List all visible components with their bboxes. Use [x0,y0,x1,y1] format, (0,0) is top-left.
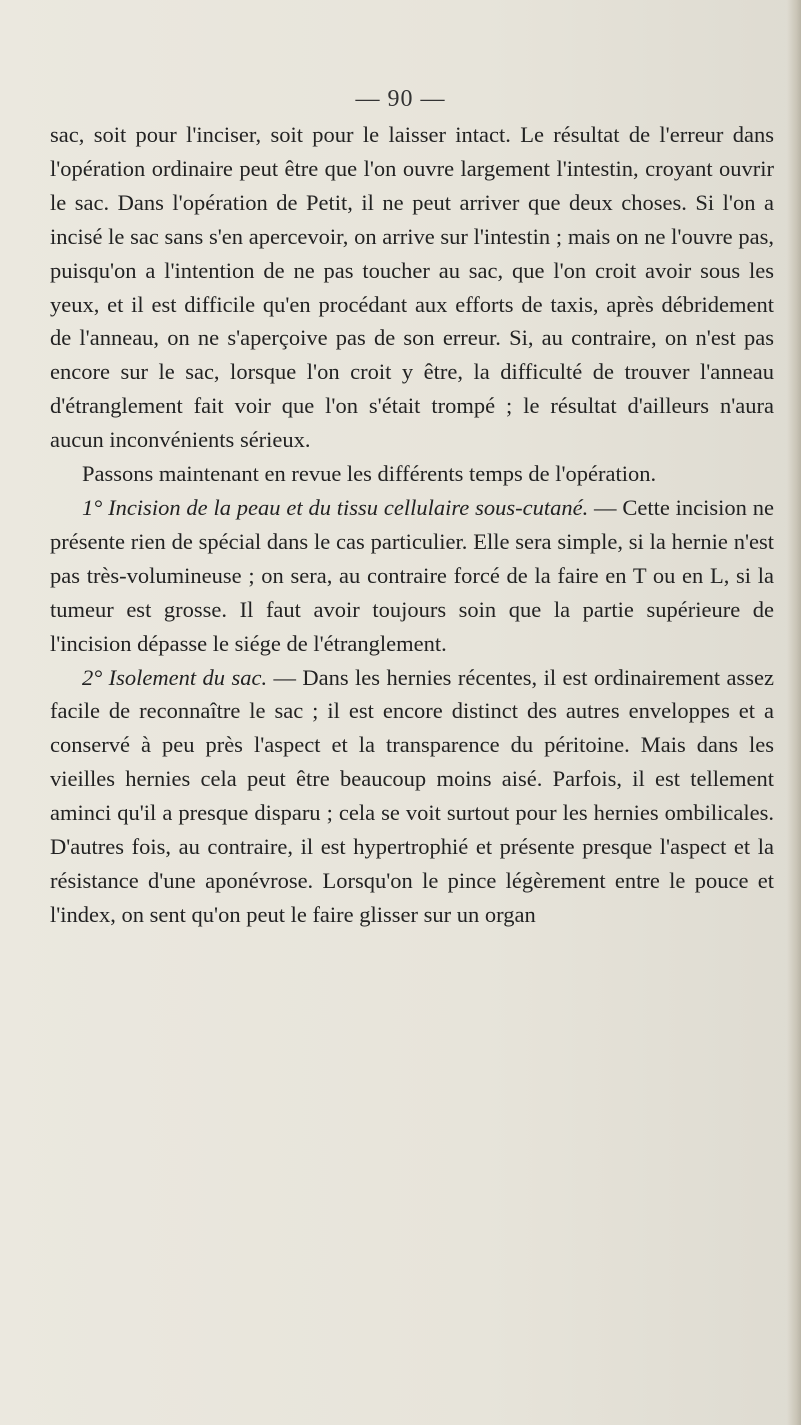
section-heading-isolement: 2° Isolement du sac. [82,664,268,690]
paragraph-4-text: — Dans les hernies récentes, il est ordinairement assez facile de reconnaître le sac ; il est encore distinct des autres enveloppes et a conservé à peu près l'aspect et la transparence du péritoine. Mais dans les vieilles hernies cela peut être beaucoup moins aisé. Parfois, il est tellement aminci qu'il a presque disparu ; cela se voit surtout pour les hernies ombilicales. D'autres fois, au contraire, il est hypertrophié et présente presque l'aspect et la résistance d'une aponévrose. Lorsqu'on le pince légèrement entre le pouce et l'index, on sent qu'on peut le faire glisser sur un organ [50,664,774,927]
paragraph-1: sac, soit pour l'inciser, soit pour le laisser intact. Le résultat de l'erreur dans l'opération ordinaire peut être que l'on ouvre largement l'intestin, croyant ouvrir le sac. Dans l'opération de Petit, il ne peut arriver que deux choses. Si l'on a incisé le sac sans s'en apercevoir, on arrive sur l'intestin ; mais on ne l'ouvre pas, puisqu'on a l'intention de ne pas toucher au sac, que l'on croit avoir sous les yeux, et il est difficile qu'en procédant aux efforts de taxis, après débridement de l'anneau, on ne s'aperçoive pas de son erreur. Si, au contraire, on n'est pas encore sur le sac, lorsque l'on croit y être, la difficulté de trouver l'anneau d'étranglement fait voir que l'on s'était trompé ; le résultat d'ailleurs n'aura aucun inconvénients sérieux. [50,122,774,453]
paragraph-3 [50,491,774,661]
page-edge-shadow [787,0,801,1425]
page-number: — 90 — [355,86,446,112]
paragraph-3-text: — Cette incision ne présente rien de spécial dans le cas particulier. Elle sera simple, si la hernie n'est pas très-volumineuse ; on sera, au contraire forcé de la faire en T ou en L, si la tumeur est grosse. Il faut avoir toujours soin que la partie supérieure de l'incision dépasse le siége de l'étranglement. [50,494,775,656]
paragraph-4 [50,661,774,932]
body-text [50,118,774,932]
section-heading-incision: 1° Incision de la peau et du tissu cellulaire sous-cutané. [82,494,589,520]
paragraph-2: Passons maintenant en revue les différents temps de l'opération. [82,461,657,487]
